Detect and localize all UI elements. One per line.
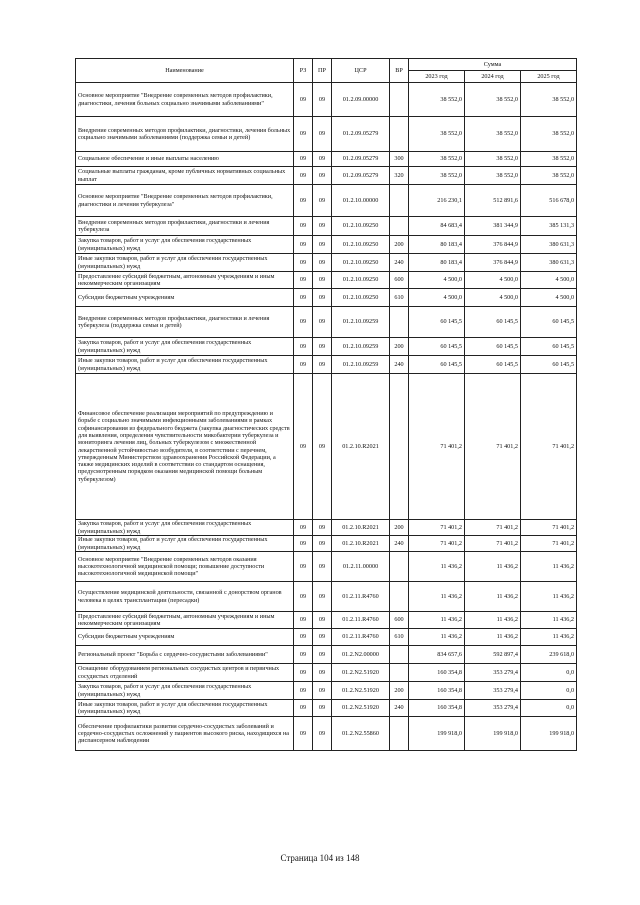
- cell-name: Внедрение современных методов профилактики, диагностики и лечения туберкулеза (поддержка семьи и детей): [76, 307, 294, 338]
- cell-pr: 09: [313, 700, 332, 717]
- cell-csr: 01.2.N2.51920: [332, 682, 390, 700]
- cell-sum-2025: 4 500,0: [521, 272, 577, 289]
- cell-pr: 09: [313, 307, 332, 338]
- cell-pr: 09: [313, 152, 332, 167]
- cell-pr: 09: [313, 289, 332, 307]
- cell-sum-2025: 60 145,5: [521, 338, 577, 356]
- cell-pr: 09: [313, 520, 332, 536]
- cell-csr: 01.2.10.09250: [332, 289, 390, 307]
- cell-sum-2023: 80 183,4: [409, 236, 465, 254]
- cell-sum-2025: 199 918,0: [521, 717, 577, 751]
- cell-name: Закупка товаров, работ и услуг для обеспечения государственных (муниципальных) нужд: [76, 520, 294, 536]
- table-row: [76, 117, 577, 152]
- cell-sum-2024: 38 552,0: [465, 83, 521, 117]
- cell-name: Субсидии бюджетным учреждениям: [76, 289, 294, 307]
- cell-rz: 09: [294, 700, 313, 717]
- budget-table: [75, 58, 577, 751]
- cell-sum-2025: 0,0: [521, 700, 577, 717]
- cell-vr: 610: [390, 289, 409, 307]
- cell-vr: 200: [390, 520, 409, 536]
- cell-sum-2023: 71 401,2: [409, 374, 465, 520]
- cell-name: Региональный проект "Борьба с сердечно-сосудистыми заболеваниями": [76, 646, 294, 664]
- cell-rz: 09: [294, 117, 313, 152]
- cell-csr: 01.2.10.09250: [332, 272, 390, 289]
- cell-sum-2024: 199 918,0: [465, 717, 521, 751]
- cell-csr: 01.2.10.09250: [332, 217, 390, 236]
- cell-name: Основное мероприятие "Внедрение современных методов профилактики, диагностики, лечения больных социально значимыми заболеваниями": [76, 83, 294, 117]
- cell-csr: 01.2.09.05279: [332, 117, 390, 152]
- cell-rz: 09: [294, 217, 313, 236]
- cell-vr: [390, 646, 409, 664]
- cell-sum-2024: 11 436,2: [465, 612, 521, 629]
- cell-csr: 01.2.N2.55860: [332, 717, 390, 751]
- cell-sum-2024: 60 145,5: [465, 356, 521, 374]
- cell-sum-2024: 38 552,0: [465, 167, 521, 185]
- cell-pr: 09: [313, 356, 332, 374]
- cell-csr: 01.2.10.09259: [332, 338, 390, 356]
- cell-sum-2024: 71 401,2: [465, 374, 521, 520]
- table-row: [76, 582, 577, 612]
- header-name: Наименование: [76, 59, 294, 83]
- table-row: [76, 307, 577, 338]
- cell-sum-2025: 38 552,0: [521, 83, 577, 117]
- cell-pr: 09: [313, 167, 332, 185]
- page-number: Страница 104 из 148: [280, 853, 360, 863]
- cell-sum-2023: 11 436,2: [409, 582, 465, 612]
- cell-rz: 09: [294, 254, 313, 272]
- cell-vr: 240: [390, 254, 409, 272]
- cell-sum-2024: 353 279,4: [465, 664, 521, 682]
- cell-name: Иные закупки товаров, работ и услуг для обеспечения государственных (муниципальных) нужд: [76, 536, 294, 552]
- cell-pr: 09: [313, 664, 332, 682]
- header-vr: ВР: [390, 59, 409, 83]
- cell-sum-2025: 38 552,0: [521, 152, 577, 167]
- cell-sum-2024: 353 279,4: [465, 682, 521, 700]
- cell-rz: 09: [294, 629, 313, 646]
- cell-rz: 09: [294, 717, 313, 751]
- cell-sum-2024: 60 145,5: [465, 307, 521, 338]
- cell-csr: 01.2.10.R2021: [332, 374, 390, 520]
- cell-sum-2024: 38 552,0: [465, 152, 521, 167]
- table-row: [76, 272, 577, 289]
- cell-rz: 09: [294, 682, 313, 700]
- cell-rz: 09: [294, 582, 313, 612]
- cell-rz: 09: [294, 356, 313, 374]
- table-row: [76, 374, 577, 520]
- cell-rz: 09: [294, 152, 313, 167]
- cell-sum-2023: 216 230,1: [409, 185, 465, 217]
- cell-name: Предоставление субсидий бюджетным, автономным учреждениям и иным некоммерческим организациям: [76, 612, 294, 629]
- cell-pr: 09: [313, 612, 332, 629]
- cell-name: Финансовое обеспечение реализации мероприятий по предупреждению и борьбе с социально значимыми инфекционными заболеваниями в рамках софинансирования из федерального бюджета (закупка диагностических средств для выявления, определения чувствительности микобактерии туберкулеза и мониторинга лечения лиц, больных туберкулезом с множественной лекарственной устойчивостью возбудителя, в соответствии с перечнем, утвержденным Министерством здравоохранения Российской Федерации, а также медицинских изделий в соответствии со стандартом оснащения, предусмотренным порядком оказания медицинской помощи больным туберкулезом): [76, 374, 294, 520]
- cell-sum-2025: 71 401,2: [521, 374, 577, 520]
- header-pr: ПР: [313, 59, 332, 83]
- cell-sum-2023: 71 401,2: [409, 536, 465, 552]
- cell-pr: 09: [313, 83, 332, 117]
- cell-csr: 01.2.11.00000: [332, 552, 390, 582]
- cell-vr: 200: [390, 338, 409, 356]
- cell-vr: [390, 117, 409, 152]
- header-year-2023: 2023 год: [409, 71, 465, 83]
- cell-name: Социальное обеспечение и иные выплаты населению: [76, 152, 294, 167]
- cell-sum-2023: 60 145,5: [409, 356, 465, 374]
- table-row: [76, 254, 577, 272]
- cell-sum-2024: 4 500,0: [465, 289, 521, 307]
- cell-vr: 600: [390, 272, 409, 289]
- cell-rz: 09: [294, 374, 313, 520]
- cell-sum-2023: 160 354,8: [409, 682, 465, 700]
- cell-sum-2023: 60 145,5: [409, 338, 465, 356]
- cell-sum-2023: 71 401,2: [409, 520, 465, 536]
- table-row: [76, 167, 577, 185]
- cell-vr: 240: [390, 700, 409, 717]
- table-row: [76, 552, 577, 582]
- cell-sum-2024: 60 145,5: [465, 338, 521, 356]
- cell-name: Иные закупки товаров, работ и услуг для обеспечения государственных (муниципальных) нужд: [76, 356, 294, 374]
- cell-csr: 01.2.09.00000: [332, 83, 390, 117]
- cell-sum-2025: 385 131,3: [521, 217, 577, 236]
- header-rz: РЗ: [294, 59, 313, 83]
- cell-csr: 01.2.N2.00000: [332, 646, 390, 664]
- cell-rz: 09: [294, 612, 313, 629]
- cell-name: Иные закупки товаров, работ и услуг для обеспечения государственных (муниципальных) нужд: [76, 700, 294, 717]
- cell-sum-2025: 4 500,0: [521, 289, 577, 307]
- cell-csr: 01.2.10.09259: [332, 356, 390, 374]
- cell-vr: [390, 307, 409, 338]
- cell-sum-2024: 11 436,2: [465, 552, 521, 582]
- cell-rz: 09: [294, 167, 313, 185]
- cell-name: Предоставление субсидий бюджетным, автономным учреждениям и иным некоммерческим организациям: [76, 272, 294, 289]
- cell-sum-2025: 380 631,3: [521, 254, 577, 272]
- cell-sum-2024: 353 279,4: [465, 700, 521, 717]
- cell-csr: 01.2.11.R4760: [332, 612, 390, 629]
- cell-sum-2025: 11 436,2: [521, 612, 577, 629]
- cell-name: Осуществление медицинской деятельности, связанной с донорством органов человека в целях трансплантации (пересадки): [76, 582, 294, 612]
- cell-pr: 09: [313, 117, 332, 152]
- cell-sum-2023: 38 552,0: [409, 152, 465, 167]
- table-row: [76, 338, 577, 356]
- cell-rz: 09: [294, 307, 313, 338]
- cell-sum-2024: 38 552,0: [465, 117, 521, 152]
- cell-name: Закупка товаров, работ и услуг для обеспечения государственных (муниципальных) нужд: [76, 338, 294, 356]
- table-row: [76, 629, 577, 646]
- cell-sum-2025: 60 145,5: [521, 356, 577, 374]
- cell-vr: [390, 582, 409, 612]
- cell-sum-2025: 60 145,5: [521, 307, 577, 338]
- header-year-2025: 2025 год: [521, 71, 577, 83]
- cell-name: Закупка товаров, работ и услуг для обеспечения государственных (муниципальных) нужд: [76, 682, 294, 700]
- cell-rz: 09: [294, 272, 313, 289]
- cell-rz: 09: [294, 536, 313, 552]
- cell-sum-2023: 160 354,8: [409, 700, 465, 717]
- table-header: [76, 59, 577, 83]
- cell-csr: 01.2.10.09250: [332, 236, 390, 254]
- cell-pr: 09: [313, 254, 332, 272]
- cell-sum-2024: 11 436,2: [465, 582, 521, 612]
- cell-name: Внедрение современных методов профилактики, диагностики и лечения туберкулеза: [76, 217, 294, 236]
- cell-vr: [390, 552, 409, 582]
- cell-sum-2023: 38 552,0: [409, 117, 465, 152]
- cell-sum-2025: 71 401,2: [521, 520, 577, 536]
- table-row: [76, 236, 577, 254]
- cell-sum-2023: 11 436,2: [409, 629, 465, 646]
- cell-rz: 09: [294, 289, 313, 307]
- cell-vr: 240: [390, 356, 409, 374]
- cell-vr: 320: [390, 167, 409, 185]
- cell-sum-2023: 11 436,2: [409, 612, 465, 629]
- cell-sum-2023: 60 145,5: [409, 307, 465, 338]
- cell-sum-2024: 381 344,9: [465, 217, 521, 236]
- cell-rz: 09: [294, 552, 313, 582]
- cell-vr: 600: [390, 612, 409, 629]
- cell-name: Основное мероприятие "Внедрение современных методов оказания высокотехнологичной медицинской помощи; повышение доступности высокотехнологичной медицинской помощи": [76, 552, 294, 582]
- cell-csr: 01.2.10.R2021: [332, 536, 390, 552]
- cell-sum-2025: 0,0: [521, 664, 577, 682]
- cell-sum-2024: 11 436,2: [465, 629, 521, 646]
- cell-pr: 09: [313, 374, 332, 520]
- cell-vr: [390, 717, 409, 751]
- cell-rz: 09: [294, 83, 313, 117]
- table-row: [76, 700, 577, 717]
- cell-sum-2023: 80 183,4: [409, 254, 465, 272]
- cell-csr: 01.2.09.05279: [332, 152, 390, 167]
- cell-csr: 01.2.N2.51920: [332, 664, 390, 682]
- header-sum: Сумма: [409, 59, 577, 71]
- cell-csr: 01.2.10.09259: [332, 307, 390, 338]
- table-row: [76, 717, 577, 751]
- cell-sum-2025: 11 436,2: [521, 582, 577, 612]
- cell-sum-2024: 71 401,2: [465, 520, 521, 536]
- cell-pr: 09: [313, 582, 332, 612]
- cell-sum-2025: 38 552,0: [521, 167, 577, 185]
- cell-sum-2025: 380 631,3: [521, 236, 577, 254]
- cell-sum-2023: 38 552,0: [409, 83, 465, 117]
- cell-sum-2024: 592 897,4: [465, 646, 521, 664]
- cell-csr: 01.2.11.R4760: [332, 629, 390, 646]
- cell-csr: 01.2.10.R2021: [332, 520, 390, 536]
- cell-name: Основное мероприятие "Внедрение современных методов профилактики, диагностики и лечения туберкулеза": [76, 185, 294, 217]
- cell-csr: 01.2.10.00000: [332, 185, 390, 217]
- cell-pr: 09: [313, 536, 332, 552]
- cell-vr: 200: [390, 682, 409, 700]
- cell-vr: 240: [390, 536, 409, 552]
- cell-sum-2023: 11 436,2: [409, 552, 465, 582]
- cell-name: Оснащение оборудованием региональных сосудистых центров и первичных сосудистых отделений: [76, 664, 294, 682]
- cell-pr: 09: [313, 629, 332, 646]
- cell-rz: 09: [294, 236, 313, 254]
- table-body: [76, 83, 577, 751]
- cell-vr: [390, 217, 409, 236]
- table-row: [76, 289, 577, 307]
- cell-vr: 300: [390, 152, 409, 167]
- table-row: [76, 664, 577, 682]
- cell-pr: 09: [313, 717, 332, 751]
- table-row: [76, 185, 577, 217]
- cell-vr: [390, 664, 409, 682]
- header-year-2024: 2024 год: [465, 71, 521, 83]
- cell-vr: 610: [390, 629, 409, 646]
- table-row: [76, 646, 577, 664]
- cell-name: Субсидии бюджетным учреждениям: [76, 629, 294, 646]
- cell-sum-2023: 160 354,8: [409, 664, 465, 682]
- cell-csr: 01.2.10.09250: [332, 254, 390, 272]
- cell-name: Внедрение современных методов профилактики, диагностики, лечения больных социально значимыми заболеваниями (поддержка семьи и детей): [76, 117, 294, 152]
- cell-sum-2023: 84 683,4: [409, 217, 465, 236]
- cell-sum-2025: 38 552,0: [521, 117, 577, 152]
- cell-csr: 01.2.11.R4760: [332, 582, 390, 612]
- cell-sum-2024: 512 891,6: [465, 185, 521, 217]
- table-row: [76, 356, 577, 374]
- table-row: [76, 612, 577, 629]
- cell-sum-2024: 71 401,2: [465, 536, 521, 552]
- cell-name: Иные закупки товаров, работ и услуг для обеспечения государственных (муниципальных) нужд: [76, 254, 294, 272]
- cell-vr: [390, 374, 409, 520]
- cell-csr: 01.2.N2.51920: [332, 700, 390, 717]
- table-row: [76, 83, 577, 117]
- cell-pr: 09: [313, 236, 332, 254]
- cell-name: Социальные выплаты гражданам, кроме публичных нормативных социальных выплат: [76, 167, 294, 185]
- cell-sum-2024: 4 500,0: [465, 272, 521, 289]
- cell-sum-2023: 4 500,0: [409, 289, 465, 307]
- cell-sum-2023: 38 552,0: [409, 167, 465, 185]
- cell-sum-2025: 71 401,2: [521, 536, 577, 552]
- cell-sum-2024: 376 844,9: [465, 236, 521, 254]
- table-row: [76, 536, 577, 552]
- cell-sum-2025: 11 436,2: [521, 552, 577, 582]
- cell-pr: 09: [313, 646, 332, 664]
- cell-csr: 01.2.09.05279: [332, 167, 390, 185]
- table-row: [76, 217, 577, 236]
- cell-pr: 09: [313, 185, 332, 217]
- cell-rz: 09: [294, 646, 313, 664]
- table-row: [76, 152, 577, 167]
- cell-rz: 09: [294, 664, 313, 682]
- cell-vr: [390, 185, 409, 217]
- cell-sum-2025: 11 436,2: [521, 629, 577, 646]
- cell-pr: 09: [313, 682, 332, 700]
- header-csr: ЦСР: [332, 59, 390, 83]
- cell-name: Закупка товаров, работ и услуг для обеспечения государственных (муниципальных) нужд: [76, 236, 294, 254]
- cell-pr: 09: [313, 217, 332, 236]
- cell-name: Обеспечение профилактики развития сердечно-сосудистых заболеваний и сердечно-сосудистых осложнений у пациентов высокого риска, находящихся на диспансерном наблюдении: [76, 717, 294, 751]
- cell-vr: 200: [390, 236, 409, 254]
- cell-sum-2024: 376 844,9: [465, 254, 521, 272]
- cell-rz: 09: [294, 338, 313, 356]
- table-row: [76, 682, 577, 700]
- cell-rz: 09: [294, 185, 313, 217]
- cell-pr: 09: [313, 338, 332, 356]
- cell-sum-2023: 4 500,0: [409, 272, 465, 289]
- cell-rz: 09: [294, 520, 313, 536]
- cell-sum-2025: 239 618,0: [521, 646, 577, 664]
- cell-sum-2025: 516 678,0: [521, 185, 577, 217]
- cell-sum-2023: 834 657,6: [409, 646, 465, 664]
- cell-sum-2025: 0,0: [521, 682, 577, 700]
- table-row: [76, 520, 577, 536]
- cell-pr: 09: [313, 272, 332, 289]
- cell-vr: [390, 83, 409, 117]
- budget-table-sheet: [75, 58, 576, 751]
- cell-sum-2023: 199 918,0: [409, 717, 465, 751]
- cell-pr: 09: [313, 552, 332, 582]
